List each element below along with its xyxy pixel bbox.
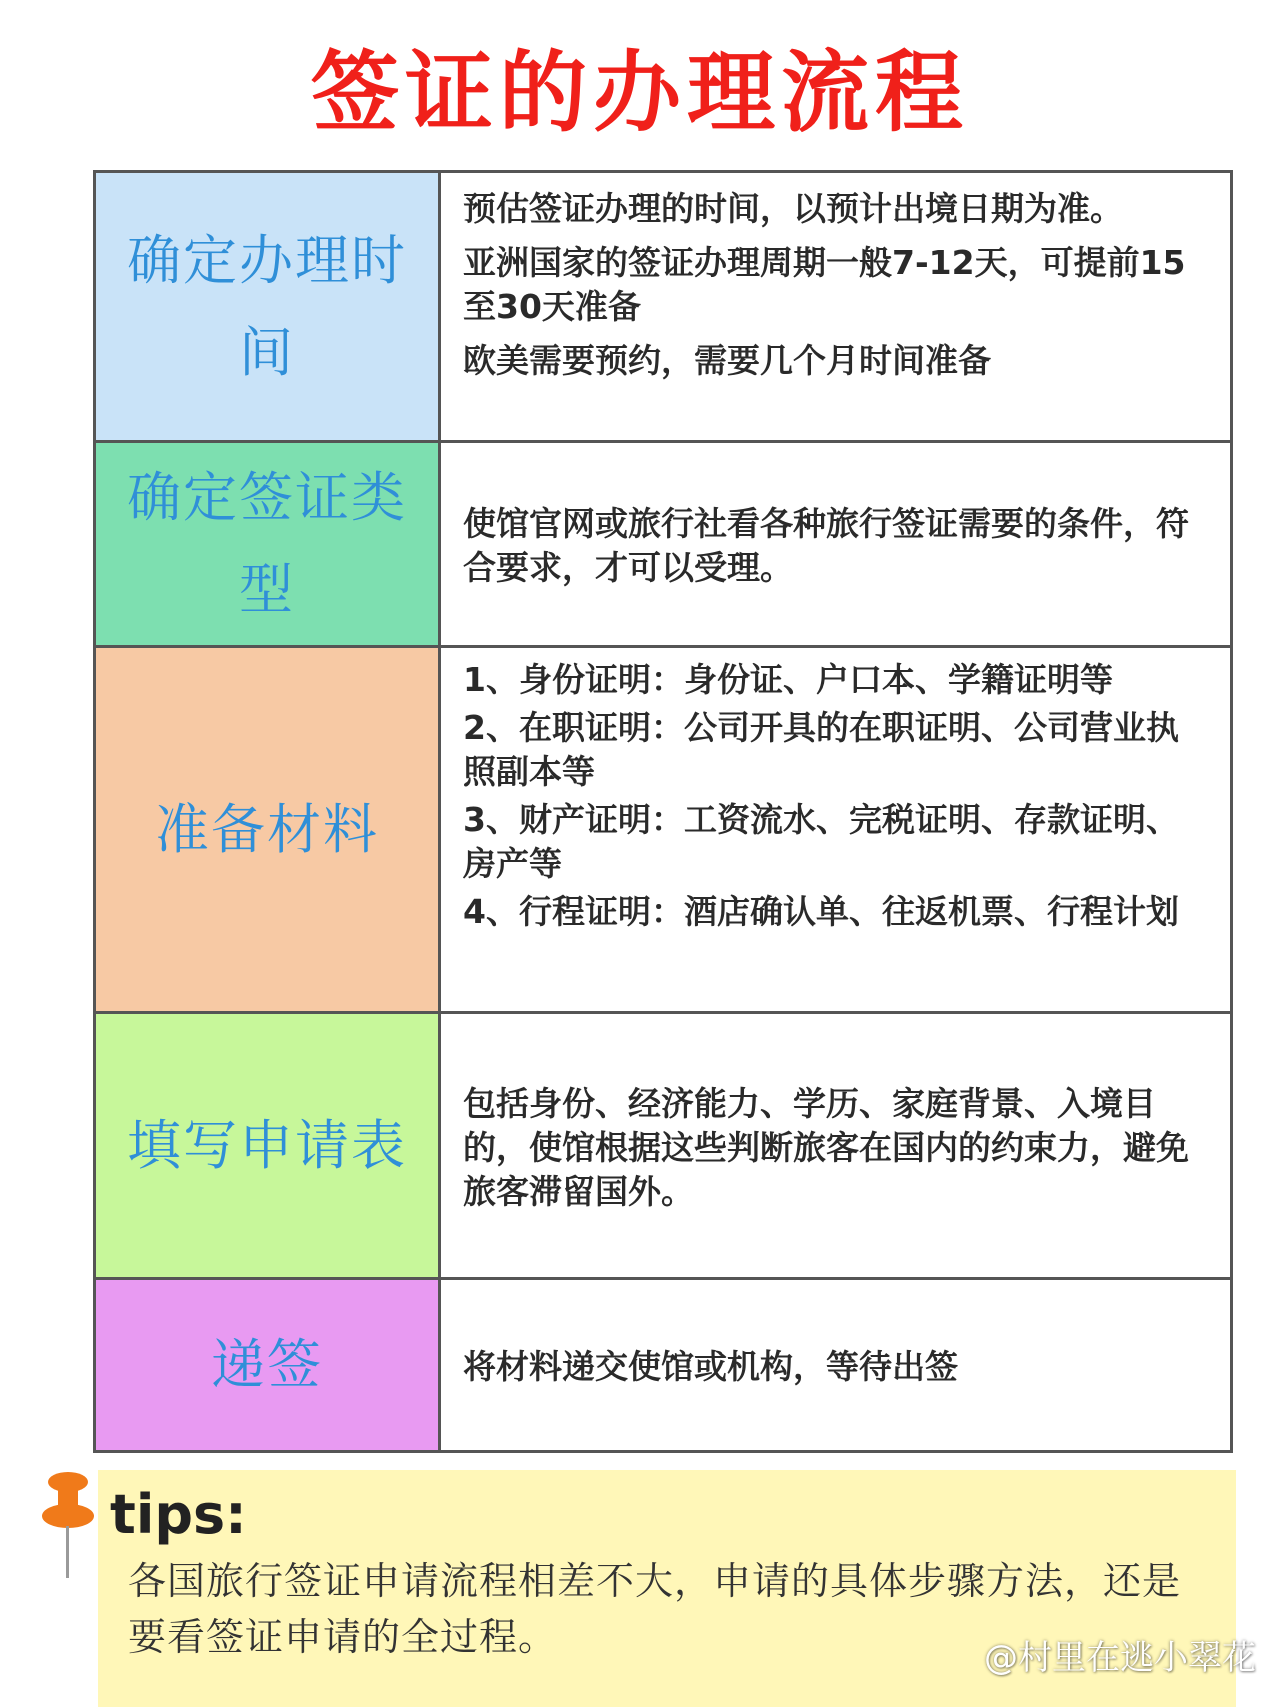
step-line: 包括身份、经济能力、学历、家庭背景、入境目的，使馆根据这些判断旅客在国内的约束力，避免旅客滞留国外。 [463, 1083, 1189, 1211]
step-label-cell [96, 1014, 441, 1277]
step-line: 亚洲国家的签证办理周期一般7-12天，可提前15至30天准备 [463, 243, 1186, 326]
step-content-cell [441, 648, 1230, 1011]
step-line: 将材料递交使馆或机构，等待出签 [463, 1347, 958, 1386]
step-label: 准备材料 [155, 797, 379, 861]
step-row-materials [96, 648, 1230, 1014]
step-label: 确定办理时间 [127, 228, 407, 384]
step-content-cell [441, 173, 1230, 440]
step-line: 3、财产证明：工资流水、完税证明、存款证明、房产等 [463, 800, 1179, 883]
visa-process-table [93, 170, 1233, 1453]
tips-text: 各国旅行签证申请流程相差不大，申请的具体步骤方法，还是要看签证申请的全过程。 [128, 1559, 1182, 1659]
step-label-cell [96, 443, 441, 645]
step-content-cell [441, 1280, 1230, 1450]
step-row-time [96, 173, 1230, 443]
step-label-cell [96, 173, 441, 440]
step-label: 确定签证类型 [127, 466, 407, 621]
step-line: 4、行程证明：酒店确认单、往返机票、行程计划 [463, 892, 1179, 931]
step-line: 欧美需要预约，需要几个月时间准备 [463, 341, 991, 380]
step-content-cell [441, 443, 1230, 645]
watermark: @村里在逃小翠花 [984, 1638, 1256, 1678]
step-label: 递签 [211, 1333, 323, 1396]
step-line: 1、身份证明：身份证、户口本、学籍证明等 [463, 660, 1113, 699]
tips-title: tips: [110, 1483, 247, 1546]
step-row-type [96, 443, 1230, 648]
step-label-cell [96, 1280, 441, 1450]
step-label-cell [96, 648, 441, 1011]
step-row-application [96, 1014, 1230, 1280]
step-line: 使馆官网或旅行社看各种旅行签证需要的条件，符合要求，才可以受理。 [463, 504, 1189, 587]
step-row-submit [96, 1280, 1230, 1450]
pushpin-icon [40, 1470, 96, 1580]
step-line: 预估签证办理的时间，以预计出境日期为准。 [463, 189, 1123, 228]
step-content-cell [441, 1014, 1230, 1277]
page-title: 签证的办理流程 [310, 41, 969, 144]
step-line: 2、在职证明：公司开具的在职证明、公司营业执照副本等 [463, 708, 1179, 791]
step-label: 填写申请表 [127, 1113, 407, 1177]
